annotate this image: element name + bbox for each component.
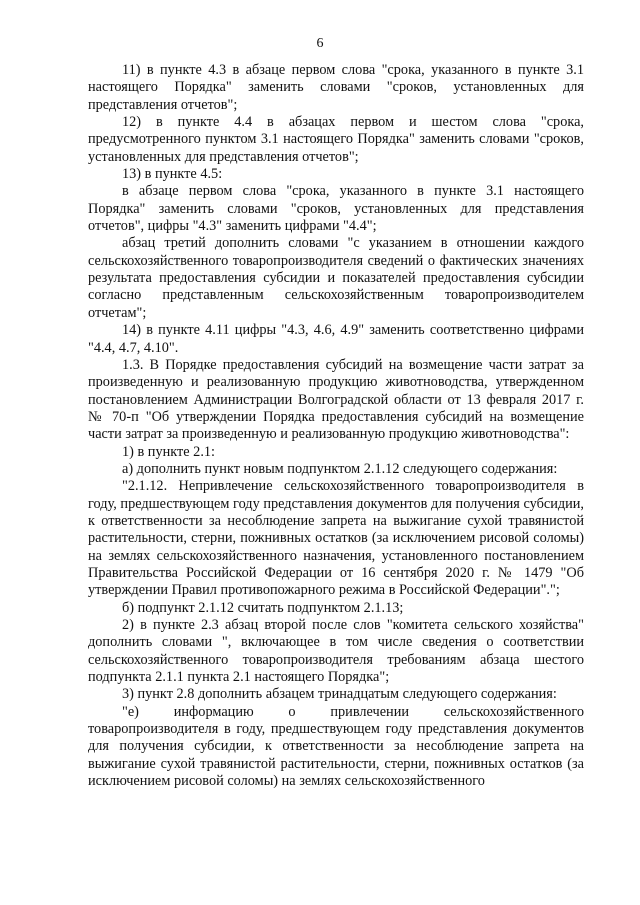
paragraph-quote-e: "е) информацию о привлечении сельскохозяйственного товаропроизводителя в году, предшествующем году представления документов для получения субсидии, к ответственности за несоблюдение запрета на выжигание сухой травянистой растительности, стерни, пожнивных остатков (за исключением рисовой соломы) на землях сельскохозяйственного [88, 703, 584, 790]
paragraph-item-11: 11) в пункте 4.3 в абзаце первом слова "срока, указанного в пункте 3.1 настоящего Порядка" заменить словами "сроков, установленных для представления отчетов"; [88, 62, 584, 113]
paragraph-item-13-first: в абзаце первом слова "срока, указанного в пункте 3.1 настоящего Порядка" заменить словами "сроков, установленных для представления отчетов", цифры "4.3" заменить цифрами "4.4"; [88, 183, 584, 235]
document-body [88, 62, 584, 790]
paragraph-subpoint-a: а) дополнить пункт новым подпунктом 2.1.12 следующего содержания: [122, 460, 558, 477]
paragraph-item-12: 12) в пункте 4.4 в абзацах первом и шестом слова "срока, предусмотренного пунктом 3.1 настоящего Порядка" заменить словами "сроков, установленных для представления отчетов"; [88, 114, 584, 165]
paragraph-point-2-8: 3) пункт 2.8 дополнить абзацем тринадцатым следующего содержания: [122, 686, 557, 703]
paragraph-section-1-3: 1.3. В Порядке предоставления субсидий на возмещение части затрат за произведенную и реализованную продукцию животноводства, утвержденном постановлением Администрации Волгоградской области от 13 февраля 2017 г. № 70-п "Об утверждении Порядка предоставления субсидий на возмещение части затрат за произведенную и реализованную продукцию животноводства": [88, 356, 584, 443]
paragraph-item-13-third: абзац третий дополнить словами "с указанием в отношении каждого сельскохозяйственного товаропроизводителя сведений о фактических значениях результата предоставления субсидии и показателей предоставления субсидии согласно представленным сельскохозяйственным товаропроизводителем отчетам"; [88, 235, 584, 321]
paragraph-quote-2-1-12: "2.1.12. Непривлечение сельскохозяйственного товаропроизводителя в году, предшествующем году представления документов для получения субсидии, к ответственности за несоблюдение запрета на выжигание сухой травянистой растительности, стерни, пожнивных остатков (за исключением рисовой соломы) на землях сельскохозяйственного назначения, установленного постановлением Правительства Российской Федерации от 16 сентября 2020 г. № 1479 "Об утверждении Правил противопожарного режима в Российской Федерации"."; [88, 478, 584, 599]
paragraph-item-14: 14) в пункте 4.11 цифры "4.3, 4.6, 4.9" заменить соответственно цифрами "4.4, 4.7, 4.10". [88, 322, 584, 356]
paragraph-point-2-3: 2) в пункте 2.3 абзац второй после слов "комитета сельского хозяйства" дополнить словами ", включающее в том числе сведения о соответствии сельскохозяйственного товаропроизводителя требованиям абзаца шестого подпункта 2.1.1 пункта 2.1 настоящего Порядка"; [88, 617, 584, 686]
paragraph-item-13: 13) в пункте 4.5: [122, 166, 223, 183]
paragraph-subpoint-b: б) подпункт 2.1.12 считать подпунктом 2.1.13; [122, 599, 404, 616]
paragraph-point-2-1: 1) в пункте 2.1: [122, 443, 216, 460]
page-number: 6 [316, 36, 324, 51]
